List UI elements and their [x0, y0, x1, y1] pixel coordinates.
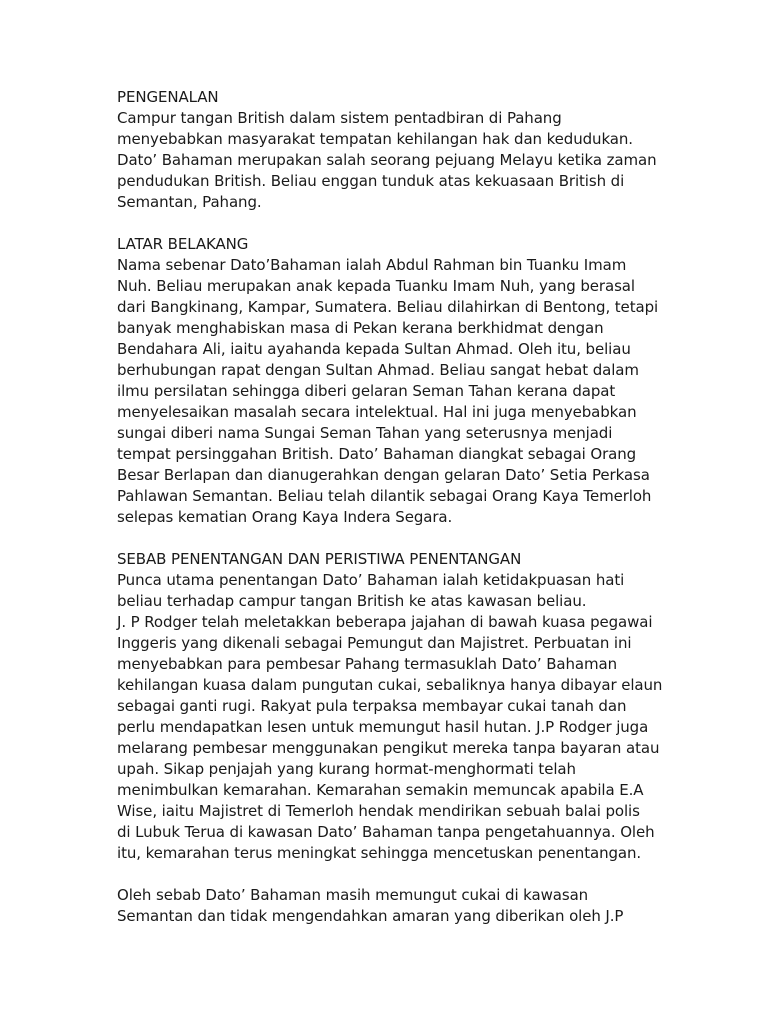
- paragraph-line: sebagai ganti rugi. Rakyat pula terpaksa membayar cukai tanah dan: [117, 697, 627, 715]
- paragraph-line: Pahlawan Semantan. Beliau telah dilantik sebagai Orang Kaya Temerloh: [117, 487, 652, 505]
- document-page: [117, 87, 737, 948]
- paragraph-line: sungai diberi nama Sungai Seman Tahan yang seterusnya menjadi: [117, 424, 613, 442]
- paragraph-line: beliau terhadap campur tangan British ke atas kawasan beliau.: [117, 592, 587, 610]
- section-pengenalan: [117, 87, 737, 213]
- paragraph-line: di Lubuk Terua di kawasan Dato’ Bahaman tanpa pengetahuannya. Oleh: [117, 823, 655, 841]
- paragraph-line: J. P Rodger telah meletakkan beberapa jajahan di bawah kuasa pegawai: [117, 613, 653, 631]
- paragraph-line: Besar Berlapan dan dianugerahkan dengan gelaran Dato’ Setia Perkasa: [117, 466, 650, 484]
- paragraph-line: Nuh. Beliau merupakan anak kepada Tuanku Imam Nuh, yang berasal: [117, 277, 635, 295]
- paragraph-line: Semantan dan tidak mengendahkan amaran yang diberikan oleh J.P: [117, 907, 624, 925]
- section-heading: PENGENALAN: [117, 88, 219, 106]
- section-heading: LATAR BELAKANG: [117, 235, 249, 253]
- paragraph-line: banyak menghabiskan masa di Pekan kerana berkhidmat dengan: [117, 319, 604, 337]
- section-heading: SEBAB PENENTANGAN DAN PERISTIWA PENENTANGAN: [117, 550, 522, 568]
- paragraph-line: dari Bangkinang, Kampar, Sumatera. Beliau dilahirkan di Bentong, tetapi: [117, 298, 659, 316]
- paragraph-line: Wise, iaitu Majistret di Temerloh hendak mendirikan sebuah balai polis: [117, 802, 640, 820]
- paragraph-line: Campur tangan British dalam sistem pentadbiran di Pahang: [117, 109, 562, 127]
- paragraph-line: menyebabkan masyarakat tempatan kehilangan hak dan kedudukan.: [117, 130, 633, 148]
- section-latar-belakang: [117, 234, 737, 528]
- paragraph-line: selepas kematian Orang Kaya Indera Segara.: [117, 508, 453, 526]
- paragraph-line: melarang pembesar menggunakan pengikut mereka tanpa bayaran atau: [117, 739, 660, 757]
- paragraph-line: tempat persinggahan British. Dato’ Bahaman diangkat sebagai Orang: [117, 445, 637, 463]
- paragraph-line: menyebabkan para pembesar Pahang termasuklah Dato’ Bahaman: [117, 655, 618, 673]
- paragraph-line: ilmu persilatan sehingga diberi gelaran Seman Tahan kerana dapat: [117, 382, 616, 400]
- paragraph-line: itu, kemarahan terus meningkat sehingga mencetuskan penentangan.: [117, 844, 642, 862]
- paragraph-line: menimbulkan kemarahan. Kemarahan semakin memuncak apabila E.A: [117, 781, 644, 799]
- paragraph-line: Dato’ Bahaman merupakan salah seorang pejuang Melayu ketika zaman: [117, 151, 657, 169]
- paragraph-line: kehilangan kuasa dalam pungutan cukai, sebaliknya hanya dibayar elaun: [117, 676, 663, 694]
- paragraph-line: Punca utama penentangan Dato’ Bahaman ialah ketidakpuasan hati: [117, 571, 625, 589]
- paragraph-line: Nama sebenar Dato’Bahaman ialah Abdul Rahman bin Tuanku Imam: [117, 256, 627, 274]
- paragraph-line: pendudukan British. Beliau enggan tunduk atas kekuasaan British di: [117, 172, 625, 190]
- paragraph-line: perlu mendapatkan lesen untuk memungut hasil hutan. J.P Rodger juga: [117, 718, 649, 736]
- paragraph-line: Semantan, Pahang.: [117, 193, 262, 211]
- paragraph-line: upah. Sikap penjajah yang kurang hormat-menghormati telah: [117, 760, 576, 778]
- section-continuation: [117, 885, 737, 927]
- paragraph-line: Oleh sebab Dato’ Bahaman masih memungut cukai di kawasan: [117, 886, 589, 904]
- paragraph-line: Inggeris yang dikenali sebagai Pemungut dan Majistret. Perbuatan ini: [117, 634, 632, 652]
- paragraph-line: berhubungan rapat dengan Sultan Ahmad. Beliau sangat hebat dalam: [117, 361, 639, 379]
- paragraph-line: Bendahara Ali, iaitu ayahanda kepada Sultan Ahmad. Oleh itu, beliau: [117, 340, 631, 358]
- section-sebab-penentangan: [117, 549, 737, 864]
- paragraph-line: menyelesaikan masalah secara intelektual. Hal ini juga menyebabkan: [117, 403, 637, 421]
